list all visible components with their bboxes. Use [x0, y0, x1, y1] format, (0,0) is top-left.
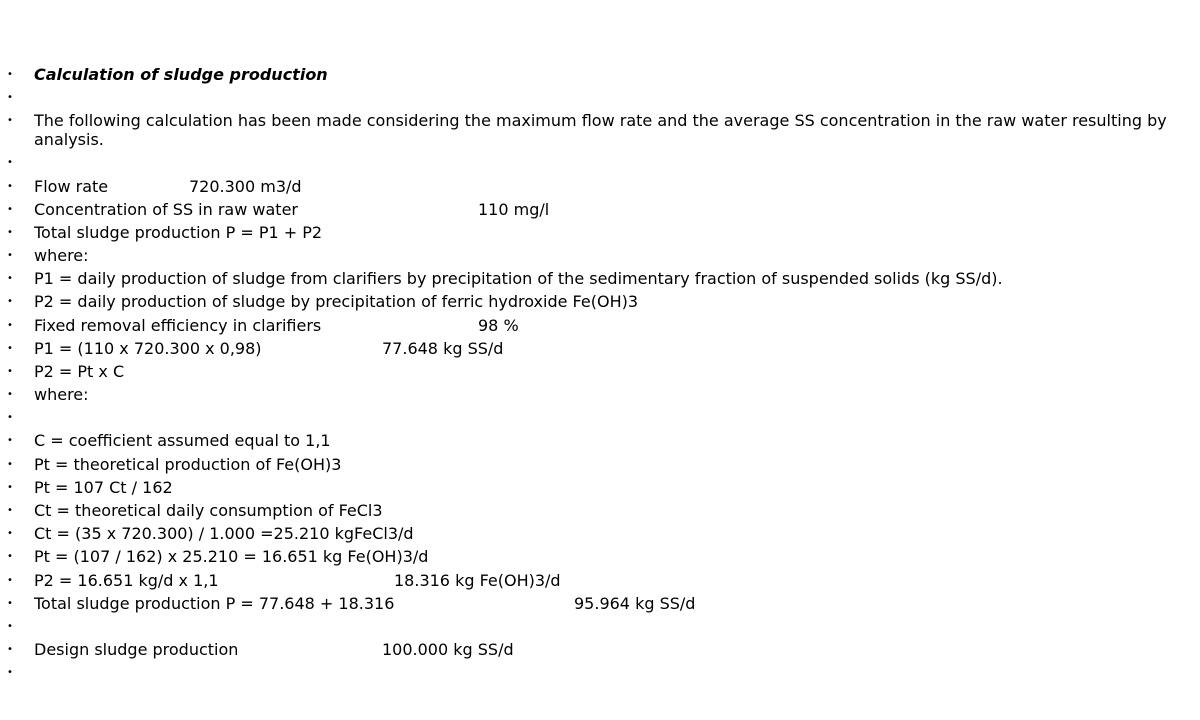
bullet-icon: •: [7, 389, 13, 401]
bullet-icon: •: [7, 620, 13, 632]
where-text: where:: [34, 385, 89, 405]
pt-calc: Pt = (107 / 162) x 25.210 = 16.651 kg Fe(OH)3/d: [34, 547, 429, 567]
p2-calc-value: 18.316 kg Fe(OH)3/d: [394, 570, 561, 590]
list-item-empty: [0, 153, 1200, 172]
p2-definition: P2 = daily production of sludge by precipitation of ferric hydroxide Fe(OH)3: [34, 292, 639, 312]
list-item-empty: [0, 88, 1200, 107]
p1-calc-value: 77.648 kg SS/d: [382, 338, 504, 358]
bullet-icon: •: [7, 528, 13, 540]
list-item-empty: [0, 408, 1200, 427]
efficiency-value: 98 %: [478, 315, 519, 335]
bullet-icon: •: [7, 69, 13, 80]
bullet-icon: •: [7, 551, 13, 563]
total-calc-value: 95.964 kg SS/d: [574, 593, 696, 613]
bullet-icon: •: [7, 92, 13, 104]
list-item-where: [0, 246, 1200, 265]
p2-formula: P2 = Pt x C: [34, 361, 125, 381]
list-item-where: [0, 385, 1200, 404]
slide-title: Calculation of sludge production: [34, 65, 328, 84]
bullet-icon: •: [7, 319, 13, 331]
list-item-pt-formula: [0, 478, 1200, 497]
c-definition: C = coefficient assumed equal to 1,1: [34, 431, 331, 451]
bullet-icon: •: [7, 296, 13, 308]
list-item-c-definition: [0, 431, 1200, 450]
list-item-empty: [0, 617, 1200, 636]
p2-calc-label: P2 = 16.651 kg/d x 1,1: [34, 570, 219, 590]
bullet-icon: •: [7, 157, 13, 169]
list-item-ct-definition: [0, 501, 1200, 520]
bullet-icon: •: [7, 203, 13, 215]
bullet-list: [0, 65, 1200, 687]
list-item-empty: [0, 663, 1200, 682]
efficiency-label: Fixed removal efficiency in clarifiers: [34, 315, 322, 335]
list-item-pt-definition: [0, 455, 1200, 474]
list-item-ss-concentration: [0, 200, 1200, 219]
bullet-icon: •: [7, 667, 13, 679]
list-item-p1-calc: [0, 339, 1200, 358]
list-item-ct-calc: [0, 524, 1200, 543]
bullet-icon: •: [7, 365, 13, 377]
total-formula: Total sludge production P = P1 + P2: [34, 222, 323, 242]
bullet-icon: •: [7, 481, 13, 493]
design-value: 100.000 kg SS/d: [382, 640, 514, 660]
where-text: where:: [34, 246, 89, 266]
ss-value: 110 mg/l: [478, 199, 550, 219]
list-item-p2-definition: [0, 292, 1200, 311]
bullet-icon: •: [7, 250, 13, 262]
list-item-flow-rate: [0, 177, 1200, 196]
ct-calc: Ct = (35 x 720.300) / 1.000 =25.210 kgFeCl3/d: [34, 524, 414, 544]
list-item-efficiency: [0, 316, 1200, 335]
total-calc-label: Total sludge production P = 77.648 + 18.316: [34, 593, 395, 613]
bullet-icon: •: [7, 412, 13, 424]
bullet-icon: •: [7, 115, 13, 127]
pt-formula: Pt = 107 Ct / 162: [34, 477, 173, 497]
list-item-p2-calc: [0, 571, 1200, 590]
bullet-icon: •: [7, 273, 13, 285]
list-item-design: [0, 640, 1200, 659]
p1-calc-label: P1 = (110 x 720.300 x 0,98): [34, 338, 262, 358]
bullet-icon: •: [7, 226, 13, 238]
ss-label: Concentration of SS in raw water: [34, 199, 298, 219]
bullet-icon: •: [7, 597, 13, 609]
list-item-total-formula: [0, 223, 1200, 242]
bullet-icon: •: [7, 505, 13, 516]
list-item-intro: [0, 111, 1184, 149]
p1-definition: P1 = daily production of sludge from clarifiers by precipitation of the sedimentary fraction of suspended solids (kg SS/d).: [34, 269, 1003, 289]
flow-rate-label: Flow rate: [34, 176, 109, 196]
flow-rate-value: 720.300 m3/d: [189, 176, 302, 196]
bullet-icon: •: [7, 342, 13, 354]
list-item-pt-calc: [0, 547, 1200, 566]
list-item-p2-formula: [0, 362, 1200, 381]
bullet-icon: •: [7, 180, 13, 192]
list-item-title: [0, 65, 1200, 84]
list-item-total-calc: [0, 594, 1200, 613]
intro-text: The following calculation has been made considering the maximum flow rate and the average SS concentration in the raw water resulting by analysis.: [34, 111, 1167, 150]
pt-definition: Pt = theoretical production of Fe(OH)3: [34, 454, 342, 474]
bullet-icon: •: [7, 644, 13, 656]
list-item-p1-definition: [0, 269, 1184, 288]
design-label: Design sludge production: [34, 640, 239, 660]
bullet-icon: •: [7, 574, 13, 586]
ct-definition: Ct = theoretical daily consumption of FeCl3: [34, 501, 383, 520]
bullet-icon: •: [7, 435, 13, 447]
bullet-icon: •: [7, 458, 13, 470]
